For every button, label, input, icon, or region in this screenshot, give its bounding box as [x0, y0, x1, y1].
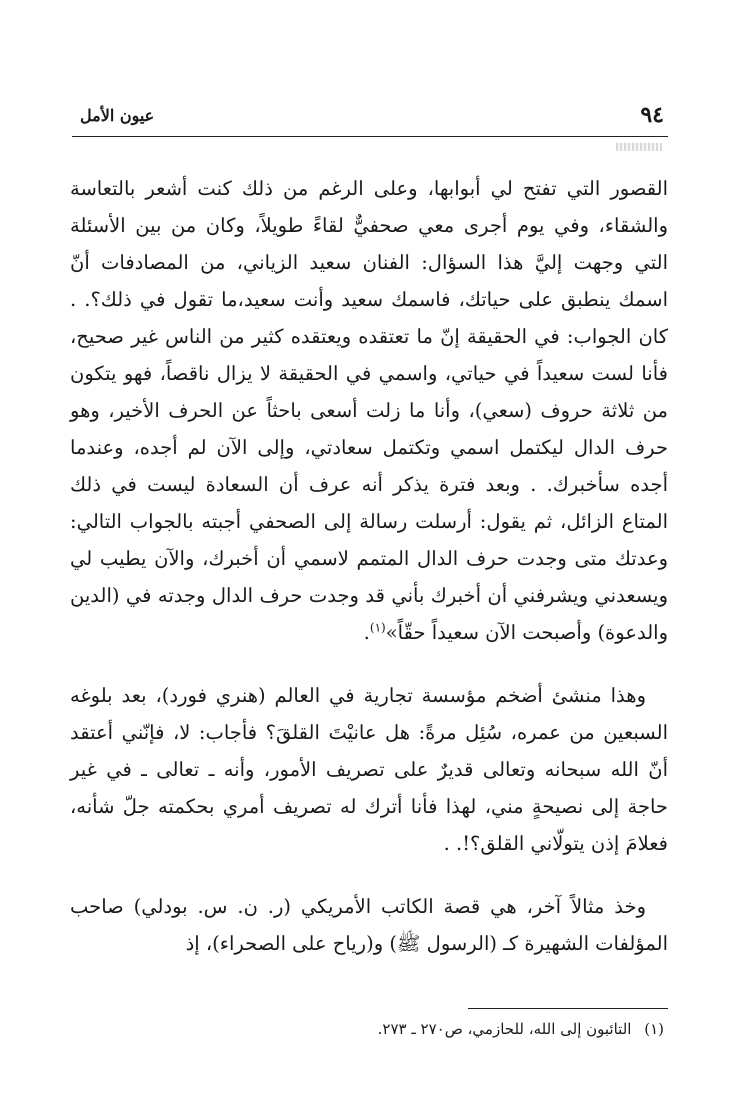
footnote-number: (١): [644, 1020, 664, 1038]
paragraph: [70, 170, 668, 651]
page-header: [72, 100, 668, 137]
paragraph-text: القصور التي تفتح لي أبوابها، وعلى الرغم من ذلك كنت أشعر بالتعاسة والشقاء، وفي يوم أجرى معي صحفيٌّ لقاءً طويلاً، وكان من بين الأسئلة التي وجهت إليَّ هذا السؤال: الفنان سعيد الزياني، من المصادفات أنّ اسمك ينطبق على حياتك، فاسمك سعيد وأنت سعيد،ما تقول في ذلك؟. . كان الجواب: في الحقيقة إنّ ما تعتقده ويعتقده كثير من الناس غير صحيح، فأنا لست سعيداً في حياتي، واسمي في الحقيقة لا يزال ناقصاً، فهو يتكون من ثلاثة حروف (سعي)، وأنا ما زلت أسعى باحثاً عن الحرف الأخير، وهو حرف الدال ليكتمل اسمي وتكتمل سعادتي، وإلى الآن لم أجده، وعندما أجده سأخبرك. . وبعد فترة يذكر أنه عرف أن السعادة ليست في ذلك المتاع الزائل، ثم يقول: أرسلت رسالة إلى الصحفي أجبته بالجواب التالي: وعدتك متى وجدت حرف الدال المتمم لاسمي أن أخبرك، والآن يطيب لي ويسعدني ويشرفني أن أخبرك بأني قد وجدت حرف الدال وجدته في (الدين والدعوة) وأصبحت الآن سعيداً حقّاً»: [70, 177, 668, 644]
paragraph: وهذا منشئ أضخم مؤسسة تجارية في العالم (هنري فورد)، بعد بلوغه السبعين من عمره، سُئِل مرةً: هل عانيْتَ القلقَ؟ فأجاب: لا، فإنّني أعتقد أنّ الله سبحانه وتعالى قديرٌ على تصريف الأمور، وأنه ـ تعالى ـ في غير حاجة إلى نصيحةٍ مني، لهذا فأنا أترك له تصريف أمري بحكمته جلّ شأنه، فعلامَ إذن يتولّاني القلق؟!. .: [70, 684, 668, 855]
page-number: ٩٤: [640, 102, 664, 128]
footnote-reference: (١): [369, 620, 386, 635]
print-smudge: [616, 143, 662, 151]
paragraph: وخذ مثالاً آخر، هي قصة الكاتب الأمريكي (ر. ن. س. بودلي) صاحب المؤلفات الشهيرة كـ (الرسول ﷺ) و(رياح على الصحراء)، إذ: [70, 895, 668, 955]
footnote-divider: [468, 1008, 668, 1009]
running-title: عيون الأمل: [80, 106, 155, 125]
footnote-text: التائبون إلى الله، للحازمي، ص٢٧٠ ـ ٢٧٣.: [377, 1020, 632, 1038]
main-text: [70, 170, 668, 962]
footnote: [72, 1016, 664, 1042]
paragraph-end: .: [363, 621, 370, 644]
